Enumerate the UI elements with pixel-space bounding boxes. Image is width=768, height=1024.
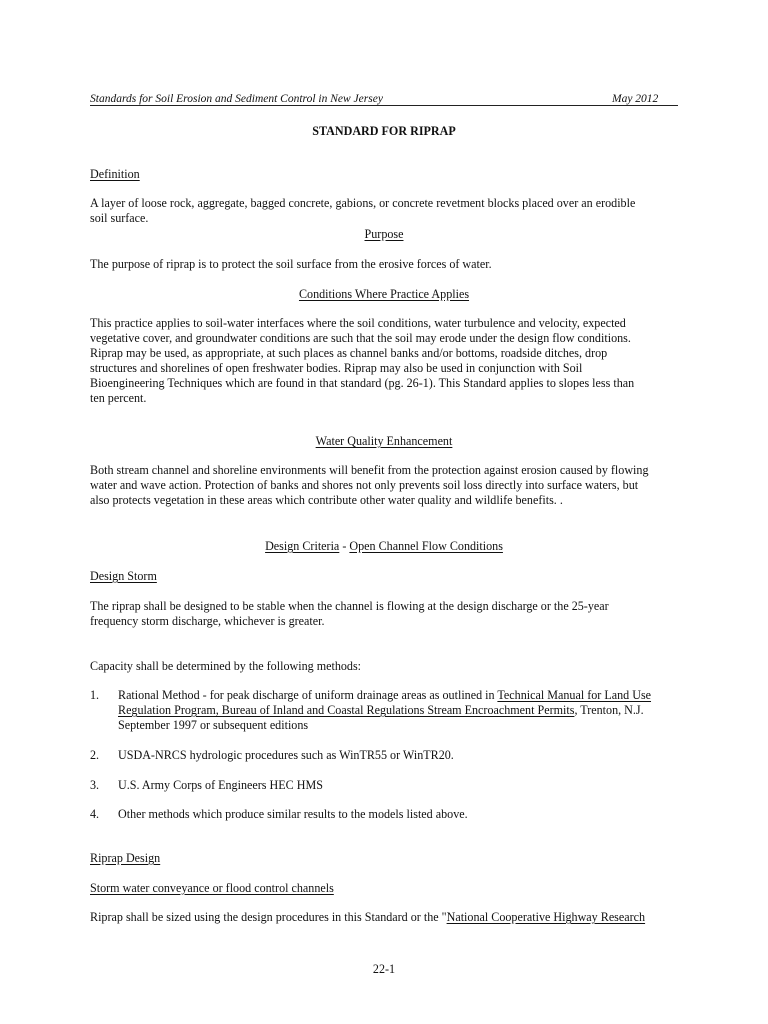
page-number: 22-1 xyxy=(372,962,396,976)
water-quality-line: Both stream channel and shoreline environments will benefit from the protection against erosion caused by flowing xyxy=(90,463,649,477)
list-item-number: 2. xyxy=(90,748,100,762)
open-channel-label: Open Channel Flow Conditions xyxy=(349,539,503,553)
list-item-post: , Trenton, N.J. xyxy=(574,703,644,717)
design-criteria-label: Design Criteria xyxy=(265,539,340,553)
list-item-text: USDA-NRCS hydrologic procedures such as WinTR55 or WinTR20. xyxy=(118,748,454,762)
water-quality-heading: Water Quality Enhancement xyxy=(315,434,453,448)
riprap-design-text xyxy=(90,910,678,925)
header-title: Standards for Soil Erosion and Sediment Control in New Jersey xyxy=(90,93,383,105)
regulation-program-link[interactable]: Regulation Program, Bureau of Inland and Coastal Regulations Stream Encroachment Permits xyxy=(118,703,575,717)
conditions-line: vegetative cover, and groundwater conditions are such that the soil may erode under the design flow conditions. xyxy=(90,331,631,345)
definition-line-1: A layer of loose rock, aggregate, bagged concrete, gabions, or concrete revetment blocks placed over an erodible xyxy=(90,196,636,210)
water-quality-line: water and wave action. Protection of banks and shores not only prevents soil loss directly into surface waters, but xyxy=(90,478,639,492)
technical-manual-link[interactable]: Technical Manual for Land Use xyxy=(497,688,652,702)
design-criteria-heading xyxy=(0,539,768,554)
design-storm-line: The riprap shall be designed to be stable when the channel is flowing at the design discharge or the 25-year xyxy=(90,599,609,613)
conditions-line: structures and shorelines of open freshwater bodies. Riprap may also be used in conjunction with Soil xyxy=(90,361,583,375)
conditions-line: This practice applies to soil-water interfaces where the soil conditions, water turbulence and velocity, expected xyxy=(90,316,626,330)
conditions-line: Riprap may be used, as appropriate, at such places as channel banks and/or bottoms, roadside ditches, drop xyxy=(90,346,608,360)
riprap-design-pre: Riprap shall be sized using the design procedures in this Standard or the " xyxy=(90,910,447,924)
design-storm-line: frequency storm discharge, whichever is greater. xyxy=(90,614,325,628)
header-rule xyxy=(90,105,678,106)
purpose-heading: Purpose xyxy=(364,227,404,241)
purpose-text: The purpose of riprap is to protect the soil surface from the erosive forces of water. xyxy=(90,257,492,271)
definition-heading: Definition xyxy=(90,167,140,181)
conditions-line: Bioengineering Techniques which are found in that standard (pg. 26-1). This Standard applies to slopes less than xyxy=(90,376,635,390)
header-date: May 2012 xyxy=(612,93,659,105)
conditions-line: ten percent. xyxy=(90,391,147,405)
list-item-text: U.S. Army Corps of Engineers HEC HMS xyxy=(118,778,323,792)
list-item-number: 4. xyxy=(90,807,100,821)
list-item-number: 3. xyxy=(90,778,100,792)
list-item-text: September 1997 or subsequent editions xyxy=(118,718,309,732)
design-storm-heading: Design Storm xyxy=(90,569,157,583)
design-criteria-separator: - xyxy=(339,539,350,553)
definition-line-2: soil surface. xyxy=(90,211,149,225)
capacity-intro: Capacity shall be determined by the following methods: xyxy=(90,659,362,673)
list-item-text: Other methods which produce similar results to the models listed above. xyxy=(118,807,468,821)
list-item-number: 1. xyxy=(90,688,100,702)
storm-water-subheading: Storm water conveyance or flood control channels xyxy=(90,881,334,895)
list-item-text xyxy=(118,688,651,703)
document-title: STANDARD FOR RIPRAP xyxy=(312,124,456,138)
nchrp-link[interactable]: National Cooperative Highway Research xyxy=(446,910,646,924)
list-item-pre: Rational Method - for peak discharge of uniform drainage areas as outlined in xyxy=(118,688,498,702)
riprap-design-heading: Riprap Design xyxy=(90,851,161,865)
water-quality-line: also protects vegetation in these areas which contribute other water quality and wildlife benefits. . xyxy=(90,493,563,507)
list-item-text xyxy=(118,703,644,718)
conditions-heading: Conditions Where Practice Applies xyxy=(298,287,470,301)
